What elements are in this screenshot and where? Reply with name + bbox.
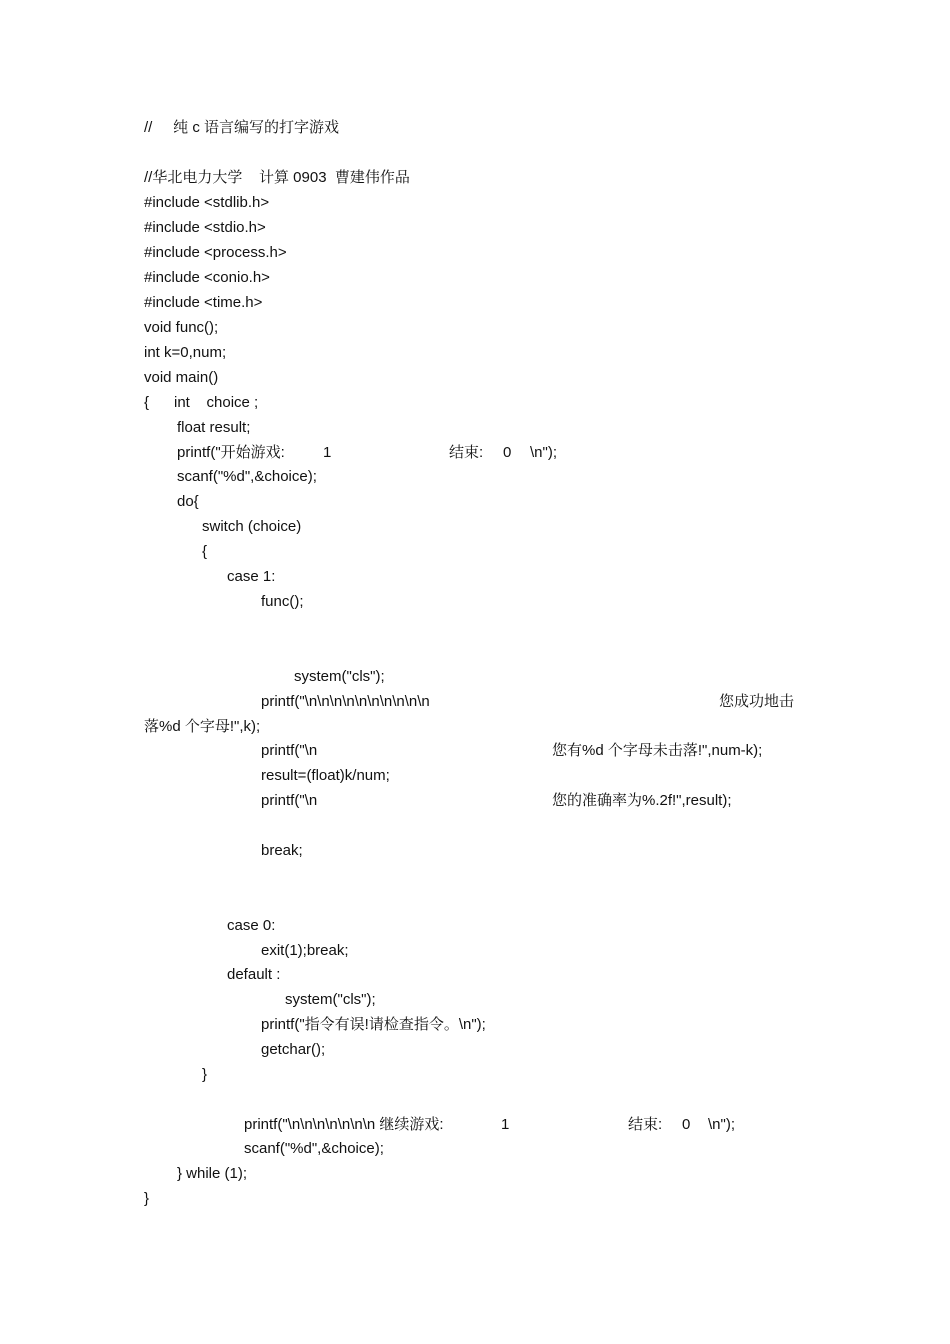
code-line: func(); bbox=[261, 593, 304, 610]
code-line: 结束: bbox=[628, 1116, 663, 1133]
code-line: \n"); bbox=[708, 1116, 735, 1133]
code-line: exit(1);break; bbox=[261, 942, 349, 959]
code-line: } bbox=[144, 1190, 150, 1207]
code-line: #include <time.h> bbox=[144, 294, 263, 311]
code-line: scanf("%d",&choice); bbox=[244, 1140, 384, 1157]
code-line: switch (choice) bbox=[202, 518, 302, 535]
code-line: printf("\n\n\n\n\n\n\n 继续游戏: bbox=[244, 1116, 444, 1133]
code-line: result=(float)k/num; bbox=[261, 767, 390, 784]
code-line: #include <conio.h> bbox=[144, 269, 270, 286]
code-line: #include <stdio.h> bbox=[144, 219, 266, 236]
code-line: } while (1); bbox=[177, 1165, 248, 1182]
code-line: 结束: bbox=[449, 444, 484, 461]
code-line: scanf("%d",&choice); bbox=[177, 468, 317, 485]
code-line: 您有%d 个字母未击落!",num-k); bbox=[552, 742, 763, 759]
code-line: 0 bbox=[682, 1116, 691, 1133]
code-line: system("cls"); bbox=[285, 991, 376, 1008]
code-line: void main() bbox=[144, 369, 219, 386]
comment-author: //华北电力大学 计算 0903 曹建伟作品 bbox=[144, 169, 410, 186]
code-line: printf("指令有误!请检查指令。\n"); bbox=[261, 1016, 486, 1033]
code-line: break; bbox=[261, 842, 303, 859]
code-line: printf("\n bbox=[261, 792, 318, 809]
code-line: printf("\n bbox=[261, 742, 318, 759]
code-line: case 0: bbox=[227, 917, 276, 934]
code-line: do{ bbox=[177, 493, 199, 510]
code-line: printf("\n\n\n\n\n\n\n\n\n\n bbox=[261, 693, 430, 710]
comment-title: // 纯 c 语言编写的打字游戏 bbox=[144, 119, 340, 136]
code-line: \n"); bbox=[530, 444, 557, 461]
code-line: { bbox=[144, 394, 150, 411]
code-line: int k=0,num; bbox=[144, 344, 227, 361]
code-line: #include <process.h> bbox=[144, 244, 287, 261]
code-line: default : bbox=[227, 966, 281, 983]
code-line: 您成功地击 bbox=[719, 693, 795, 710]
code-line: 您的准确率为%.2f!",result); bbox=[552, 792, 732, 809]
code-line: getchar(); bbox=[261, 1041, 326, 1058]
code-line: 1 bbox=[323, 444, 332, 461]
code-line: void func(); bbox=[144, 319, 219, 336]
code-line: int choice ; bbox=[174, 394, 259, 411]
code-line: float result; bbox=[177, 419, 251, 436]
code-line: system("cls"); bbox=[294, 668, 385, 685]
code-line: { bbox=[202, 543, 208, 560]
code-line: 1 bbox=[501, 1116, 510, 1133]
code-line: case 1: bbox=[227, 568, 276, 585]
code-line: 0 bbox=[503, 444, 512, 461]
code-line: } bbox=[202, 1066, 208, 1083]
code-line: 落%d 个字母!",k); bbox=[144, 718, 261, 735]
code-line: #include <stdlib.h> bbox=[144, 194, 270, 211]
code-line: printf("开始游戏: bbox=[177, 444, 285, 461]
